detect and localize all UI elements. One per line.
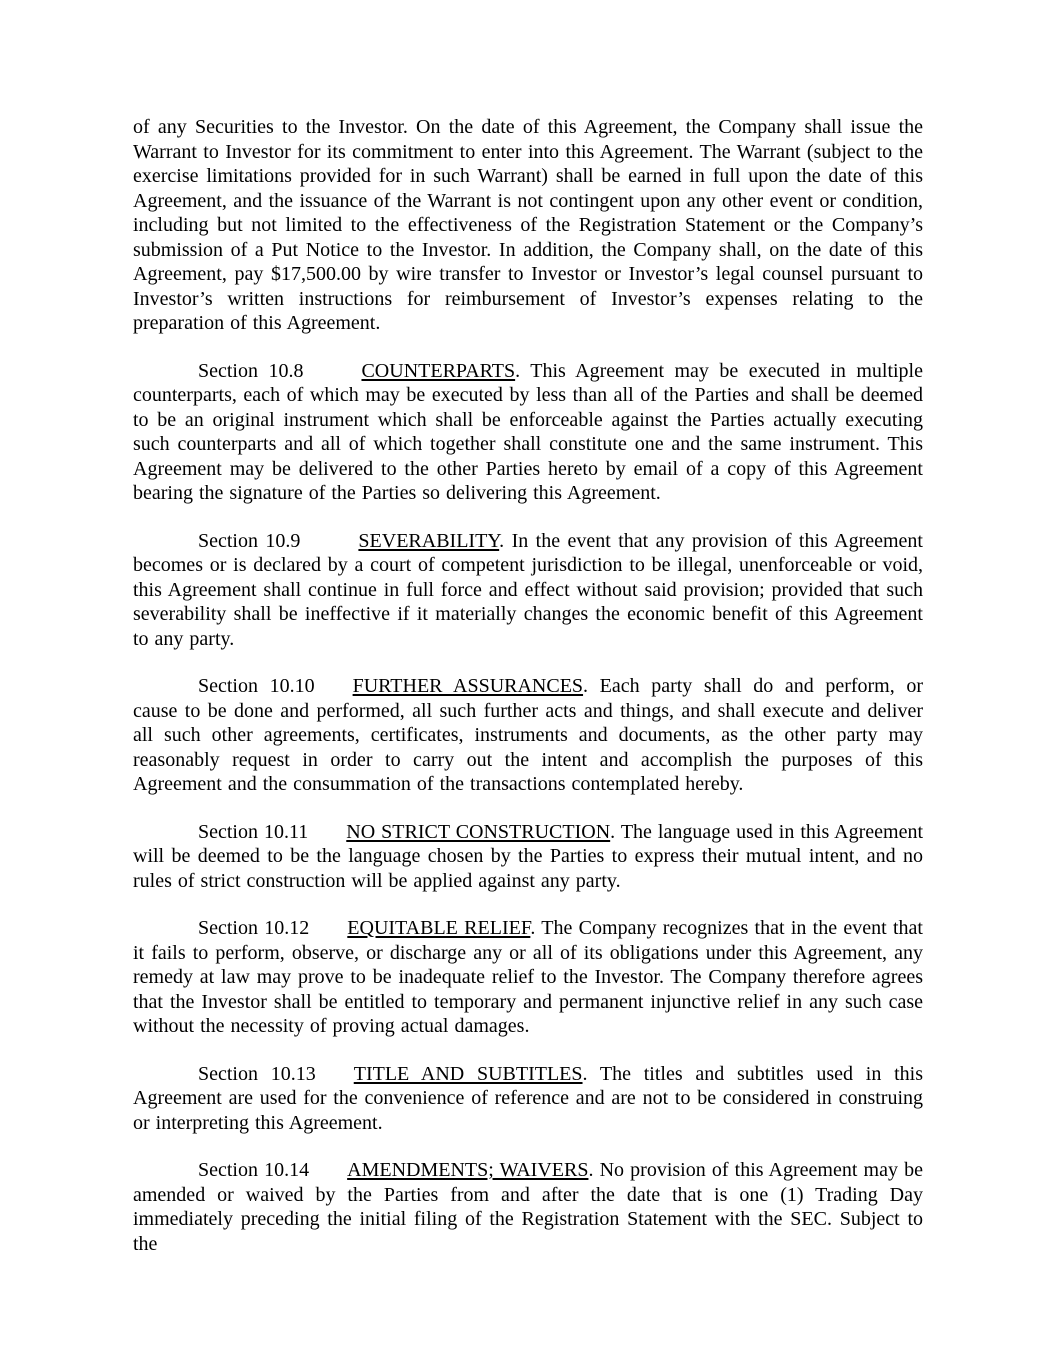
section-10-14 [133,1158,923,1256]
paragraph-continuation [133,115,923,336]
section-body: . The titles and subtitles used in this Agreement are used for the convenience of reference and are not to be considered in construing or interpreting this Agreement. [133,1062,923,1134]
section-body: . This Agreement may be executed in multiple counterparts, each of which may be executed by less than all of the Parties and shall be deemed to be an original instrument which shall be enforceable against the Parties actually executing such counterparts and all of which together shall constitute one and the same instrument. This Agreement may be delivered to the other Parties hereto by email of a copy of this Agreement bearing the signature of the Parties so delivering this Agreement. [133,359,923,504]
section-heading: SEVERABILITY [358,529,500,552]
section-10-11 [133,820,923,894]
section-heading: COUNTERPARTS [361,359,516,382]
section-label: Section 10.9 [198,529,301,552]
section-label: Section 10.11 [198,820,309,843]
section-label: Section 10.14 [198,1159,310,1181]
section-label: Section 10.13 [198,1062,316,1085]
section-10-12 [133,916,923,1039]
section-heading: AMENDMENTS; WAIVERS [347,1159,589,1181]
section-label: Section 10.12 [198,917,310,939]
section-label: Section 10.10 [198,675,315,697]
section-10-9 [133,529,923,652]
section-10-8 [133,359,923,506]
section-heading: FURTHER ASSURANCES [352,675,584,697]
section-body: . Each party shall do and perform, or cause to be done and performed, all such further acts and things, and shall execute and deliver all such other agreements, certificates, instruments and documents, as the other party may reasonably request in order to carry out the intent and accomplish the purposes of this Agreement and the consummation of the transactions contemplated hereby. [133,675,923,795]
paragraph-body: of any Securities to the Investor. On the date of this Agreement, the Company shall issue the Warrant to Investor for its commitment to enter into this Agreement. The Warrant (subject to the exercise limitations provided for in such Warrant) shall be earned in full upon the date of this Agreement, and the issuance of the Warrant is not contingent upon any other event or condition, including but not limited to the effectiveness of the Registration Statement or the Company’s submission of a Put Notice to the Investor. In addition, the Company shall, on the date of this Agreement, pay $17,500.00 by wire transfer to Investor or Investor’s legal counsel pursuant to Investor’s written instructions for reimbursement of Investor’s expenses relating to the preparation of this Agreement. [133,116,923,334]
section-body: . The language used in this Agreement will be deemed to be the language chosen by the Parties to express their mutual intent, and no rules of strict construction will be applied against any party. [133,820,924,892]
section-heading: EQUITABLE RELIEF [347,917,531,939]
section-10-10 [133,674,923,797]
section-body: . No provision of this Agreement may be amended or waived by the Parties from and after the date that is one (1) Trading Day immediately preceding the initial filing of the Registration Statement with the SEC. Subject to the [133,1159,923,1255]
document-text-block [133,115,923,1256]
section-heading: NO STRICT CONSTRUCTION [346,820,611,843]
section-body: . The Company recognizes that in the event that it fails to perform, observe, or discharge any or all of its obligations under this Agreement, any remedy at law may prove to be inadequate relief to the Investor. The Company therefore agrees that the Investor shall be entitled to temporary and permanent injunctive relief in any such case without the necessity of proving actual damages. [133,917,923,1037]
section-body: . In the event that any provision of this Agreement becomes or is declared by a court of competent jurisdiction to be illegal, unenforceable or void, this Agreement shall continue in full force and effect without said provision; provided that such severability shall be ineffective if it materially changes the economic benefit of this Agreement to any party. [133,529,923,650]
section-10-13 [133,1062,923,1136]
section-heading: TITLE AND SUBTITLES [353,1062,583,1085]
section-label: Section 10.8 [198,359,304,382]
